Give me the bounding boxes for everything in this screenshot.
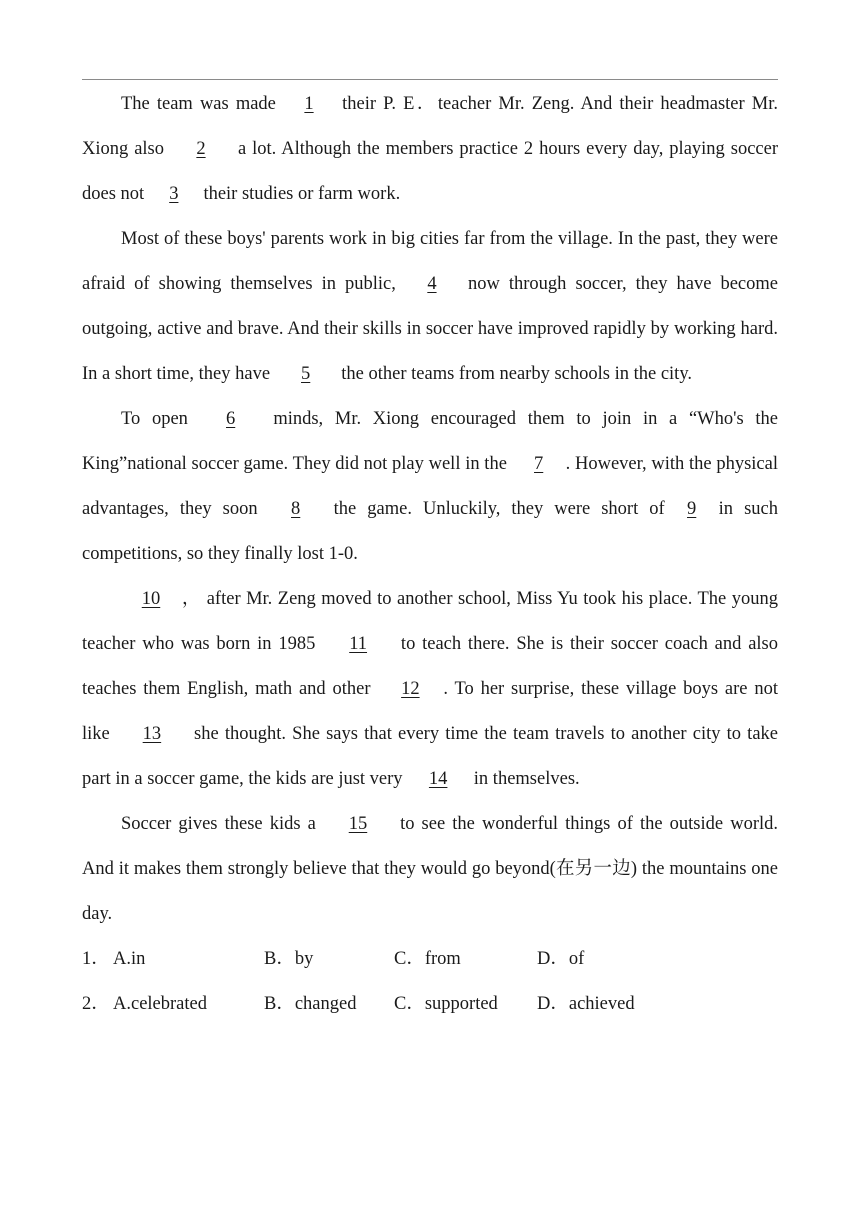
passage-text: The team was made bbox=[121, 94, 283, 114]
question-number: 2． bbox=[82, 994, 110, 1014]
passage-text: in themselves. bbox=[469, 769, 580, 789]
cloze-passage bbox=[82, 82, 778, 1027]
passage-text: To open bbox=[121, 409, 200, 429]
passage-text: the game. Unluckily, they were short of bbox=[322, 499, 676, 519]
passage-text: the other teams from nearby schools in the city. bbox=[336, 364, 692, 384]
passage-text: their P. E．teacher Mr. Zeng. And their headmaster Mr. Xiong also bbox=[82, 94, 778, 159]
blank-9[interactable]: 9 bbox=[687, 499, 697, 519]
option-a[interactable]: A.in bbox=[113, 949, 146, 969]
blank-6[interactable]: 6 bbox=[226, 409, 236, 429]
blank-13[interactable]: 13 bbox=[142, 724, 162, 744]
passage-paragraph bbox=[82, 217, 778, 397]
question-row bbox=[82, 982, 778, 1027]
passage-text: now through soccer, they have become outgoing, active and brave. And their skills in soccer have improved rapidly by working hard. In a short time, they have bbox=[82, 274, 778, 384]
passage-text: ， after Mr. Zeng moved to another school, Miss Yu took his place. The young teacher who was born in 1985 bbox=[82, 589, 778, 654]
option-a[interactable]: A.celebrated bbox=[113, 994, 207, 1014]
blank-10[interactable]: 10 bbox=[141, 589, 161, 609]
passage-paragraph bbox=[82, 802, 778, 937]
options-list bbox=[82, 937, 778, 1027]
passage-text: a lot. Although the members practice 2 hours every day, playing soccer does not bbox=[82, 139, 778, 204]
passage-text: their studies or farm work. bbox=[198, 184, 401, 204]
option-b[interactable]: B．by bbox=[264, 949, 314, 969]
passage-text: . To her surprise, these village boys are not like bbox=[82, 679, 778, 744]
blank-12[interactable]: 12 bbox=[401, 679, 420, 699]
blank-1[interactable]: 1 bbox=[304, 94, 314, 114]
passage-text: minds, Mr. Xiong encouraged them to join in a “Who's the King”national soccer game. They did not play well in the bbox=[82, 409, 778, 474]
passage-text: Soccer gives these kids a bbox=[121, 814, 323, 834]
blank-8[interactable]: 8 bbox=[291, 499, 301, 519]
blank-7[interactable]: 7 bbox=[534, 454, 544, 474]
header-rule bbox=[82, 79, 778, 80]
blank-5[interactable]: 5 bbox=[301, 364, 311, 384]
blank-14[interactable]: 14 bbox=[428, 769, 448, 789]
blank-3[interactable]: 3 bbox=[169, 184, 179, 204]
option-d[interactable]: D．achieved bbox=[537, 994, 635, 1014]
passage-text: to see the wonderful things of the outside world. And it makes them strongly believe that they would go beyond(在另一边) the mountains one day. bbox=[82, 814, 778, 924]
blank-2[interactable]: 2 bbox=[196, 139, 206, 159]
question-number: 1． bbox=[82, 949, 110, 969]
blank-11[interactable]: 11 bbox=[349, 634, 368, 654]
option-b[interactable]: B．changed bbox=[264, 994, 357, 1014]
passage-paragraph bbox=[82, 82, 778, 217]
passage-paragraph bbox=[82, 397, 778, 577]
option-c[interactable]: C．from bbox=[394, 949, 461, 969]
blank-15[interactable]: 15 bbox=[348, 814, 368, 834]
passage-text: . However, with the physical advantages, they soon bbox=[82, 454, 778, 519]
passage-text: in such competitions, so they finally lost 1-0. bbox=[82, 499, 778, 564]
blank-4[interactable]: 4 bbox=[427, 274, 437, 294]
option-d[interactable]: D．of bbox=[537, 949, 585, 969]
passage-paragraph bbox=[82, 577, 778, 802]
passage-text: Most of these boys' parents work in big cities far from the village. In the past, they were afraid of showing themselves in public, bbox=[82, 229, 778, 294]
passage-text: she thought. She says that every time the team travels to another city to take part in a soccer game, the kids are just very bbox=[82, 724, 778, 789]
question-row bbox=[82, 937, 778, 982]
passage-text: to teach there. She is their soccer coach and also teaches them English, math and other bbox=[82, 634, 778, 699]
option-c[interactable]: C．supported bbox=[394, 994, 498, 1014]
